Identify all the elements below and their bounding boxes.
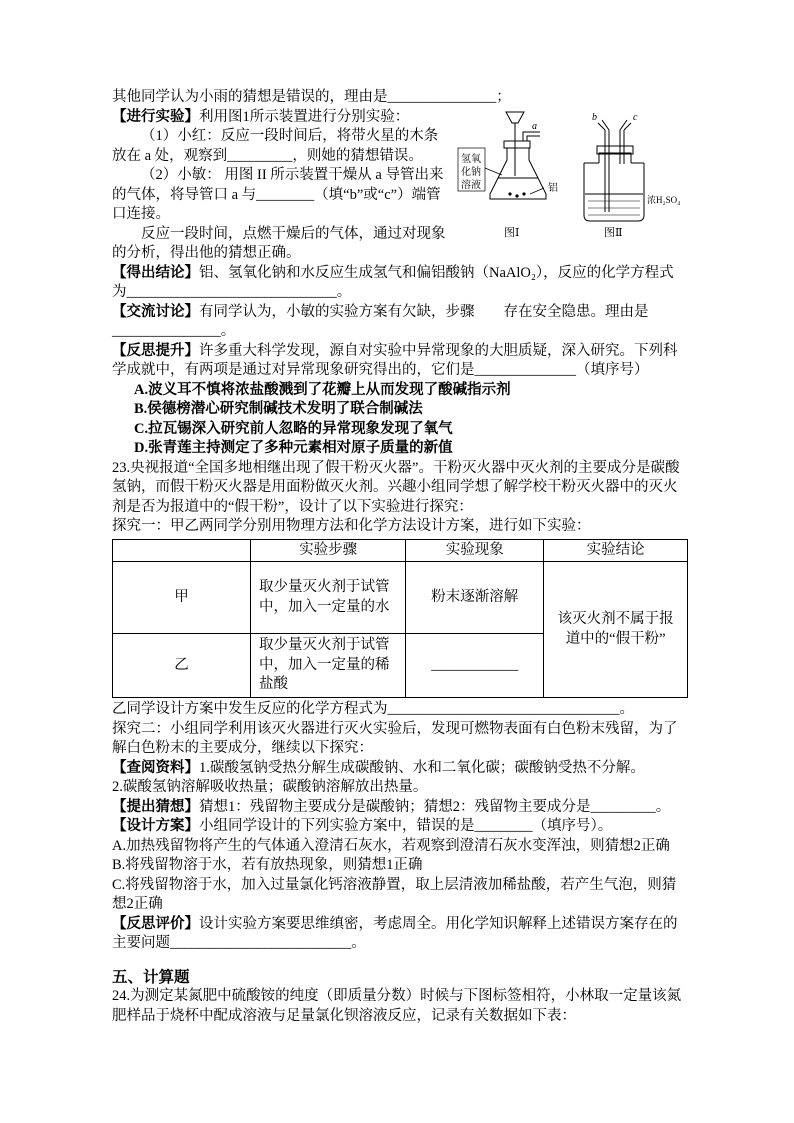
header-empty bbox=[113, 539, 251, 562]
text-research: 1.碳酸氢钠受热分解生成碳酸钠、水和二氧化碳；碳酸钠受热不分解。 bbox=[199, 759, 645, 776]
plan-a: A.加热残留物将产生的气体通入澄清石灰水，若观察到澄清石灰水变浑浊，则猜想2正确 bbox=[112, 837, 670, 854]
table-conclusion-cell: 该灭火剂不属于报道中的“假干粉” bbox=[544, 562, 688, 698]
option-d: D.张青莲主持测定了多种元素相对原子质量的新值 bbox=[134, 440, 453, 456]
naoh-label-line2: 化钠 bbox=[461, 166, 481, 178]
options-design-plans bbox=[112, 837, 688, 915]
text-discussion: 有同学认为，小敏的实验方案有欠缺，步骤 存在安全隐患。理由是_______________。 bbox=[112, 303, 649, 339]
paragraph-reflect bbox=[112, 342, 688, 381]
text-design: 小组同学设计的下列实验方案中，错误的是________（填序号）。 bbox=[199, 818, 613, 834]
plan-b: B.将残留物溶于水，若有放热现象，则猜想1正确 bbox=[112, 857, 423, 873]
text-experiment: 利用图1所示装置进行分别实验： bbox=[199, 108, 410, 125]
header-phenomenon: 实验现象 bbox=[406, 539, 544, 562]
paragraph-inquiry-2: 探究二：小组同学利用该灭火器进行灭火实验后，发现可燃物表面有白色粉末残留，为了解白色粉末的主要成分，继续以下探究： bbox=[112, 720, 678, 756]
paragraph-intro: 其他同学认为小雨的猜想是错误的，理由是_______________； bbox=[112, 89, 511, 105]
paragraph-xiaohong: （1）小红：反应一段时间后，将带火星的木条放在 a 处，观察到_________，则她的猜想错误。 bbox=[112, 128, 439, 164]
row-yi-steps: 取少量灭火剂于试管中，加入一定量的稀盐酸 bbox=[251, 634, 406, 698]
row-jia-steps: 取少量灭火剂于试管中，加入一定量的水 bbox=[251, 562, 406, 634]
paragraph-xiaomin: （2）小敏： 用图 II 所示装置干燥从 a 导管出来的气体，将导管口 a 与________（填“b”或“c”）端管口连接。 bbox=[112, 167, 444, 222]
text-guess: 猜想1：残留物主要成分是碳酸钠；猜想2：残留物主要成分是_________。 bbox=[199, 798, 671, 815]
row-yi-label: 乙 bbox=[113, 634, 251, 698]
section-5-heading: 五、计算题 bbox=[112, 968, 190, 986]
paragraph-design bbox=[112, 817, 688, 837]
paragraph-conclusion bbox=[112, 264, 688, 303]
tube-b-label: b bbox=[592, 111, 597, 123]
paragraph-question-24: 24.为测定某氮肥中硫酸铵的纯度（即质量分数）时候与下图标签相符，小林取一定量该氮肥样品于烧杯中配成溶液与足量氯化钡溶液反应，记录有关数据如下表： bbox=[112, 988, 682, 1024]
text-reflect: 许多重大科学发现，源自对实验中异常现象的大胆质疑，深入研究。下列科学成就中，有两项是通过对异常现象研究得出的，它们是______________（填序号） bbox=[112, 342, 678, 378]
tube-a-label: a bbox=[532, 120, 537, 132]
experiment-table bbox=[112, 539, 688, 699]
paragraph-guess bbox=[112, 798, 688, 818]
paragraph-question-23: 23.央视报道“全国多地相继出现了假干粉灭火器”。干粉灭火器中灭火剂的主要成分是碳酸氢钠，而假干粉灭火器是用面粉做灭火剂。兴趣小组同学想了解学校干粉灭火器中的灭火剂是否为报道中的“假干粉”，设计了以下实验进行探究： bbox=[112, 459, 680, 515]
paragraph-discussion bbox=[112, 303, 688, 342]
row-jia-label: 甲 bbox=[113, 562, 251, 634]
tag-conclusion: 【得出结论】 bbox=[112, 264, 199, 281]
aluminum-pieces bbox=[508, 192, 525, 197]
drying-bottle-apparatus bbox=[584, 120, 644, 221]
tag-discussion: 【交流讨论】 bbox=[112, 303, 199, 320]
tag-evaluate: 【反思评价】 bbox=[112, 915, 199, 932]
paragraph-research-2: 2.碳酸氢钠溶解吸收热量；碳酸钠溶解放出热量。 bbox=[112, 779, 428, 795]
apparatus-figure bbox=[456, 108, 688, 255]
text-evaluate: 设计实验方案要思维缜密，考虑周全。用化学知识解释上述错误方案存在的主要问题_________________________。 bbox=[112, 915, 678, 951]
option-b: B.侯德榜潜心研究制碱技术发明了联合制碱法 bbox=[134, 401, 423, 417]
table-row-jia bbox=[113, 562, 688, 634]
aluminum-label: 铝 bbox=[548, 182, 558, 194]
tag-design: 【设计方案】 bbox=[112, 818, 199, 834]
naoh-label-line3: 溶液 bbox=[461, 179, 481, 191]
tag-guess: 【提出猜想】 bbox=[112, 798, 199, 815]
options-science-discoveries bbox=[112, 381, 688, 459]
option-a: A.波义耳不慎将浓盐酸溅到了花瓣上从而发现了酸碱指示剂 bbox=[134, 381, 511, 398]
h2so4-label: 浓H₂SO₄ bbox=[647, 194, 681, 205]
paragraph-research bbox=[112, 759, 688, 779]
paragraph-inquiry-1: 探究一：甲乙两同学分别用物理方法和化学方法设计方案，进行如下实验： bbox=[112, 518, 591, 534]
naoh-label-line1: 氢氧 bbox=[461, 153, 481, 165]
plan-c: C.将残留物溶于水，加入过量氯化钙溶液静置，取上层清液加稀盐酸，若产生气泡，则猜想2正确 bbox=[112, 876, 677, 912]
header-steps: 实验步骤 bbox=[251, 539, 406, 562]
paragraph-analysis: 反应一段时间，点燃干燥后的气体，通过对现象的分析，得出他的猜想正确。 bbox=[112, 225, 446, 261]
tag-reflect: 【反思提升】 bbox=[112, 342, 199, 359]
table-header-row bbox=[113, 539, 688, 562]
paragraph-evaluate bbox=[112, 915, 688, 954]
row-jia-phenomenon: 粉末逐渐溶解 bbox=[406, 562, 544, 634]
apparatus-diagram bbox=[456, 108, 688, 248]
text-conclusion: 铝、氢氧化钠和水反应生成氢气和偏铝酸钠（NaAlO₂），反应的化学方程式为_____________________________。 bbox=[112, 264, 674, 300]
tag-experiment: 【进行实验】 bbox=[112, 108, 199, 125]
tag-research: 【查阅资料】 bbox=[112, 759, 199, 776]
figure1-caption: 图Ⅰ bbox=[504, 226, 520, 239]
row-yi-phenomenon: ____________ bbox=[406, 634, 544, 698]
paragraph-equation: 乙同学设计方案中发生反应的化学方程式为________________________________。 bbox=[112, 701, 634, 717]
option-c: C.拉瓦锡深入研究前人忽略的异常现象发现了氧气 bbox=[134, 420, 453, 437]
tube-c-label: c bbox=[633, 111, 638, 123]
figure2-caption: 图Ⅱ bbox=[604, 226, 623, 239]
header-conclusion: 实验结论 bbox=[544, 539, 688, 562]
